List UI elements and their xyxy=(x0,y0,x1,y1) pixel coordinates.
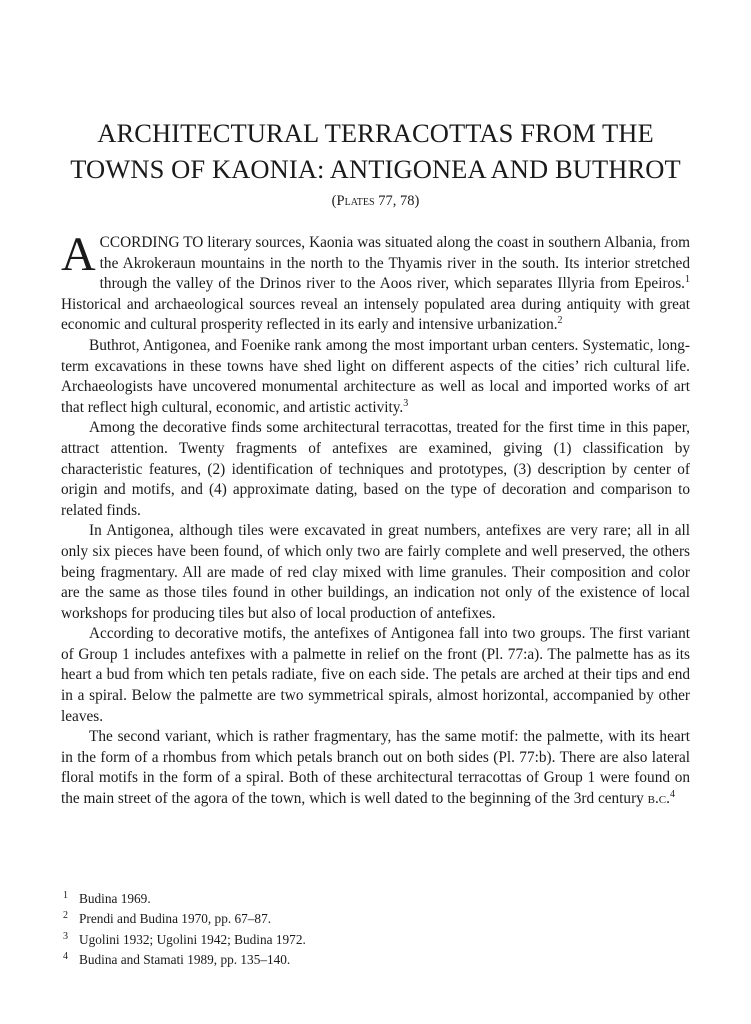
footnotes xyxy=(61,889,690,970)
footnote-ref-4[interactable]: 4 xyxy=(669,788,675,800)
paragraph-3: Among the decorative finds some architectural terracottas, treated for the first time in this paper, attract attention. Twenty fragments of antefixes are examined, giving (1) classification by characteristic features, (2) identification of techniques and prototypes, (3) description by center of origin and motifs, and (4) approximate dating, based on the type of decoration and comparison to related finds. xyxy=(61,419,690,519)
footnote xyxy=(61,930,690,950)
footnote xyxy=(61,909,690,929)
p1-text: literary sources, Kaonia was situated along the coast in southern Albania, from the Akrokeraun mountains in the north to the Thyamis river in the south. Its interior stretched through the valley of the Drinos river to the Aoos river, which separates Illyria from Epeiros. xyxy=(99,234,690,293)
p1-caps: CCORDING TO xyxy=(99,234,204,251)
plates-reference xyxy=(0,193,751,210)
article-title xyxy=(0,115,751,187)
footnote-text: Budina 1969. xyxy=(79,891,151,906)
era-abbrev: b.c. xyxy=(647,790,670,808)
footnote-ref-2[interactable]: 2 xyxy=(557,315,563,327)
paragraph-4: In Antigonea, although tiles were excavated in great numbers, antefixes are very rare; all in all only six pieces have been found, of which only two are fairly complete and well preserved, the others being fragmentary. All are made of red clay mixed with lime granules. Their composition and color are the same as those tiles found in other buildings, an indication not only of the existence of local workshops for producing tiles but also of local production of antefixes. xyxy=(61,522,690,622)
paragraph-6 xyxy=(61,727,690,809)
footnote xyxy=(61,889,690,909)
title-line-1: ARCHITECTURAL TERRACOTTAS FROM THE xyxy=(97,118,654,148)
body-text xyxy=(61,228,690,810)
footnote-number: 3 xyxy=(63,930,68,942)
footnote-number: 4 xyxy=(63,950,68,962)
paragraph-5: According to decorative motifs, the antefixes of Antigonea fall into two groups. The first variant of Group 1 includes antefixes with a palmette in relief on the front (Pl. 77:a). The palmette has as its heart a bud from which ten petals radiate, five on each side. The petals are arched at their tips and end in a spiral. Below the palmette are two symmetrical spirals, almost horizontal, accompanied by other leaves. xyxy=(61,625,690,725)
footnote-text: Prendi and Budina 1970, pp. 67–87. xyxy=(79,911,272,927)
p1-text-2: Historical and archaeological sources reveal an intensely populated area during antiquity with great economic and cultural prosperity reflected in its early and intensive urbanization. xyxy=(61,295,690,334)
p6-text: The second variant, which is rather fragmentary, has the same motif: the palmette, with its heart in the form of a rhombus from which petals branch out on both sides (Pl. 77:b). There are also lateral floral motifs in the form of a spiral. Both of these architectural terracottas of Group 1 were found on the main street of the agora of the town, which is well dated to the beginning of the 3rd century xyxy=(61,728,690,808)
p2-text: Buthrot, Antigonea, and Foenike rank among the most important urban centers. Systematic, long-term excavations in these towns have shed light on different aspects of the cities’ rich cultural life. Archaeologists have uncovered monumental architecture as well as local and imported works of art that reflect high cultural, economic, and artistic activity. xyxy=(61,336,690,416)
drop-cap: A xyxy=(61,228,96,281)
title-line-2: TOWNS OF KAONIA: ANTIGONEA AND BUTHROT xyxy=(70,154,681,184)
paragraph-2 xyxy=(61,336,690,418)
plates-open: ( xyxy=(331,193,337,209)
footnote-ref-3[interactable]: 3 xyxy=(403,397,409,409)
paragraph-1 xyxy=(61,228,690,336)
plates-word: Plates xyxy=(336,193,375,209)
footnote-text: Ugolini 1932; Ugolini 1942; Budina 1972. xyxy=(79,931,306,947)
footnote-number: 1 xyxy=(63,890,68,901)
footnote-text: Budina and Stamati 1989, pp. 135–140. xyxy=(79,951,291,967)
plates-numbers: 77, 78) xyxy=(374,193,420,209)
footnote-ref-1[interactable]: 1 xyxy=(685,274,690,286)
footnote xyxy=(61,950,690,970)
footnote-number: 2 xyxy=(63,910,68,922)
